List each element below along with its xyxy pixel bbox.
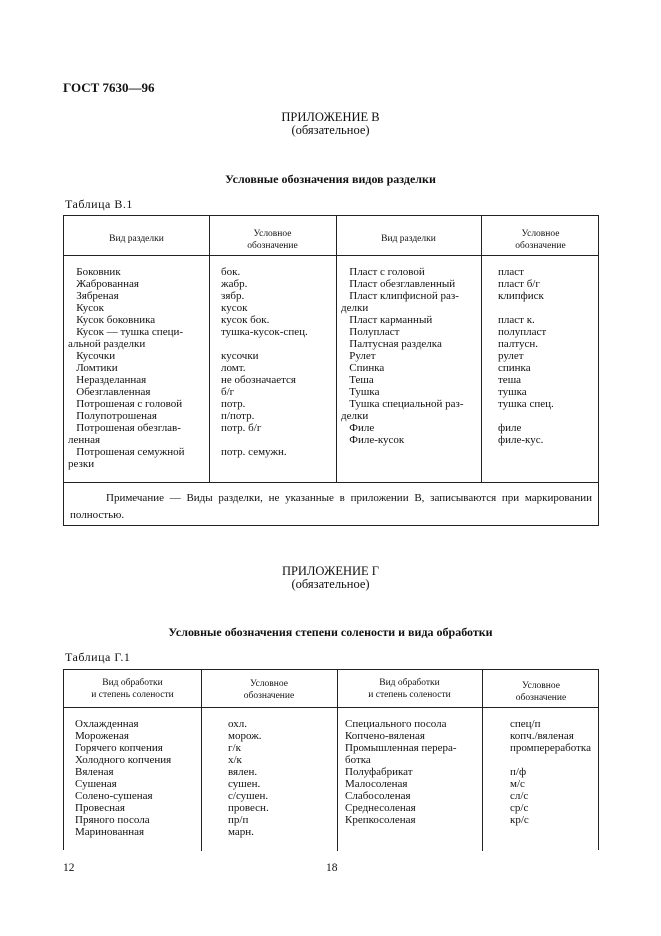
table-cell-line: п/потр. (221, 410, 255, 422)
table-cell-line: Палтусная разделка (341, 338, 442, 350)
table-cell-line: потр. семужн. (221, 446, 287, 458)
table-cell-line (498, 302, 554, 314)
table-cell-line: тушка-кусок-спец. (221, 326, 308, 338)
table-cell-line: Малосоленая (345, 778, 408, 790)
table-cell-line: марн. (228, 826, 254, 838)
table-cell-line: Охлажденная (75, 718, 139, 730)
table-cell-line: Холодного копчения (75, 754, 172, 766)
table-cell-line: Мороженая (75, 730, 129, 742)
table-cell-line: сл/с (510, 790, 529, 802)
table-cell-line: с/сушен. (228, 790, 269, 802)
table-cell-line: Зябреная (68, 290, 119, 302)
table-cell-line: ломт. (221, 362, 246, 374)
table-cell-line: охл. (228, 718, 247, 730)
table-cell-line: Крепкосоленая (345, 814, 416, 826)
table-cell-line: б/г (221, 386, 235, 398)
table-cell-line: Жаброванная (68, 278, 139, 290)
appendix-b-subtitle: (обязательное) (291, 123, 370, 137)
table-cell-line: Солено-сушеная (75, 790, 153, 802)
table-b-col2-header: Условное обозначение (247, 229, 298, 251)
table-g (63, 669, 599, 850)
table-cell-line: Боковник (68, 266, 121, 278)
table-b-note: Примечание — Виды разделки, не указанные в приложении В, записываются при маркировании полностью. (70, 492, 592, 521)
table-b-left-names (68, 266, 185, 470)
table-cell-line: делки (341, 302, 369, 314)
table-cell-line: Слабосоленая (345, 790, 411, 802)
table-cell-line: Промышленная перера- (345, 742, 457, 754)
standard-number: ГОСТ 7630—96 (63, 80, 155, 95)
table-cell-line: Потрошеная обезглав- (68, 422, 181, 434)
table-cell-line: пр/п (228, 814, 249, 826)
table-cell-line: Тушка (341, 386, 380, 398)
table-g-col2-header: Условное обозначение (243, 679, 295, 701)
appendix-b-title: ПРИЛОЖЕНИЕ В (281, 110, 380, 124)
table-cell-line: промпереработка (510, 742, 591, 754)
table-cell-line: филе (498, 422, 522, 434)
table-cell-line: потр. (221, 398, 246, 410)
table-g-col1-header: Вид обработки и степень солености (91, 678, 174, 700)
table-cell-line (221, 338, 308, 350)
table-cell-line: Полупотрошеная (68, 410, 157, 422)
table-cell-line: резки (68, 458, 95, 470)
table-cell-line: Пласт с головой (341, 266, 425, 278)
table-cell-line: палтусн. (498, 338, 539, 350)
table-cell-line: Пласт карманный (341, 314, 433, 326)
appendix-g-title: ПРИЛОЖЕНИЕ Г (281, 564, 380, 578)
table-cell-line: пласт б/г (498, 278, 540, 290)
table-b-label: Таблица В.1 (65, 197, 133, 211)
table-cell-line: Специального посола (345, 718, 447, 730)
table-cell-line: кусок бок. (221, 314, 270, 326)
table-g-col4-header: Условное обозначение (515, 681, 567, 703)
table-cell-line: Полупласт (341, 326, 400, 338)
table-cell-line: делки (341, 410, 369, 422)
table-cell-line: пласт к. (498, 314, 535, 326)
table-b-heading: Условные обозначения видов разделки (225, 172, 436, 186)
table-cell-line: сушен. (228, 778, 261, 790)
table-cell-line: Горячего копчения (75, 742, 163, 754)
table-cell-line: кр/с (510, 814, 529, 826)
table-cell-line: вялен. (228, 766, 258, 778)
table-cell-line: Кусок боковника (68, 314, 156, 326)
table-cell-line: Спинка (341, 362, 385, 374)
table-g-left-names (75, 718, 171, 838)
table-cell-line: м/с (510, 778, 525, 790)
table-cell-line: бок. (221, 266, 241, 278)
table-cell-line: рулет (498, 350, 524, 362)
table-g-col3-header: Вид обработки и степень солености (368, 678, 451, 700)
table-cell-line: ср/с (510, 802, 529, 814)
table-cell-line: Кусочки (68, 350, 116, 362)
table-cell-line: жабр. (221, 278, 248, 290)
table-cell-line: Неразделанная (68, 374, 147, 386)
table-cell-line: тушка (498, 386, 527, 398)
table-cell-line: Кусок — тушка специ- (68, 326, 184, 338)
table-cell-line: кусок (221, 302, 248, 314)
table-cell-line: Пласт клипфисной раз- (341, 290, 459, 302)
table-cell-line: Среднесоленая (345, 802, 416, 814)
table-cell-line: тушка спец. (498, 398, 554, 410)
table-b-left-codes (221, 266, 308, 470)
table-cell-line: Филе (341, 422, 375, 434)
table-cell-line: Потрошеная семужной (68, 446, 185, 458)
table-cell-line: провесн. (228, 802, 269, 814)
table-cell-line: Теша (341, 374, 374, 386)
table-cell-line: Пряного посола (75, 814, 150, 826)
appendix-g-subtitle: (обязательное) (291, 577, 370, 591)
table-cell-line (498, 410, 554, 422)
table-g-heading: Условные обозначения степени солености и вида обработки (168, 625, 493, 639)
table-cell-line: Копчено-вяленая (345, 730, 425, 742)
table-cell-line: филе-кус. (498, 434, 544, 446)
table-cell-line (221, 434, 308, 446)
table-b-right-names (341, 266, 464, 446)
table-cell-line: морож. (228, 730, 262, 742)
table-cell-line: клипфиск (498, 290, 544, 302)
table-cell-line: п/ф (510, 766, 527, 778)
table-cell-line: ботка (345, 754, 371, 766)
table-cell-line: ленная (68, 434, 101, 446)
table-cell-line: Тушка специальной раз- (341, 398, 464, 410)
table-cell-line: Филе-кусок (341, 434, 405, 446)
table-cell-line: Полуфабрикат (345, 766, 413, 778)
table-cell-line: спец/п (510, 718, 541, 730)
table-cell-line: полупласт (498, 326, 547, 338)
table-g-right-names (345, 718, 457, 826)
table-cell-line: пласт (498, 266, 524, 278)
table-cell-line: Кусок (68, 302, 104, 314)
table-cell-line: Обезглавленная (68, 386, 151, 398)
table-b-right-codes (498, 266, 554, 446)
table-cell-line (510, 754, 591, 766)
table-cell-line: Маринованная (75, 826, 145, 838)
table-cell-line: Ломтики (68, 362, 118, 374)
table-b-col1-header: Вид разделки (109, 234, 164, 244)
table-cell-line: теша (498, 374, 522, 386)
table-cell-line: Вяленая (75, 766, 114, 778)
table-cell-line: Провесная (75, 802, 125, 814)
table-cell-line: копч./вяленая (510, 730, 574, 742)
table-cell-line: Рулет (341, 350, 376, 362)
table-b-col3-header: Вид разделки (381, 234, 436, 244)
table-cell-line: Пласт обезглавленный (341, 278, 456, 290)
table-cell-line: зябр. (221, 290, 245, 302)
table-cell-line: альной разделки (68, 338, 146, 350)
table-cell-line (221, 458, 308, 470)
table-cell-line: не обозначается (221, 374, 296, 386)
page-number-left: 12 (63, 862, 75, 874)
table-cell-line: Потрошеная с головой (68, 398, 183, 410)
table-cell-line: х/к (228, 754, 242, 766)
table-g-left-codes (228, 718, 269, 838)
table-b (63, 215, 599, 526)
table-cell-line: потр. б/г (221, 422, 262, 434)
table-cell-line: кусочки (221, 350, 259, 362)
table-g-right-codes (510, 718, 591, 826)
table-g-label: Таблица Г.1 (65, 650, 131, 664)
table-cell-line: Сушеная (75, 778, 117, 790)
table-b-col4-header: Условное обозначение (515, 229, 566, 251)
table-cell-line: спинка (498, 362, 531, 374)
table-cell-line: г/к (228, 742, 241, 754)
page-number-center: 18 (326, 862, 338, 874)
